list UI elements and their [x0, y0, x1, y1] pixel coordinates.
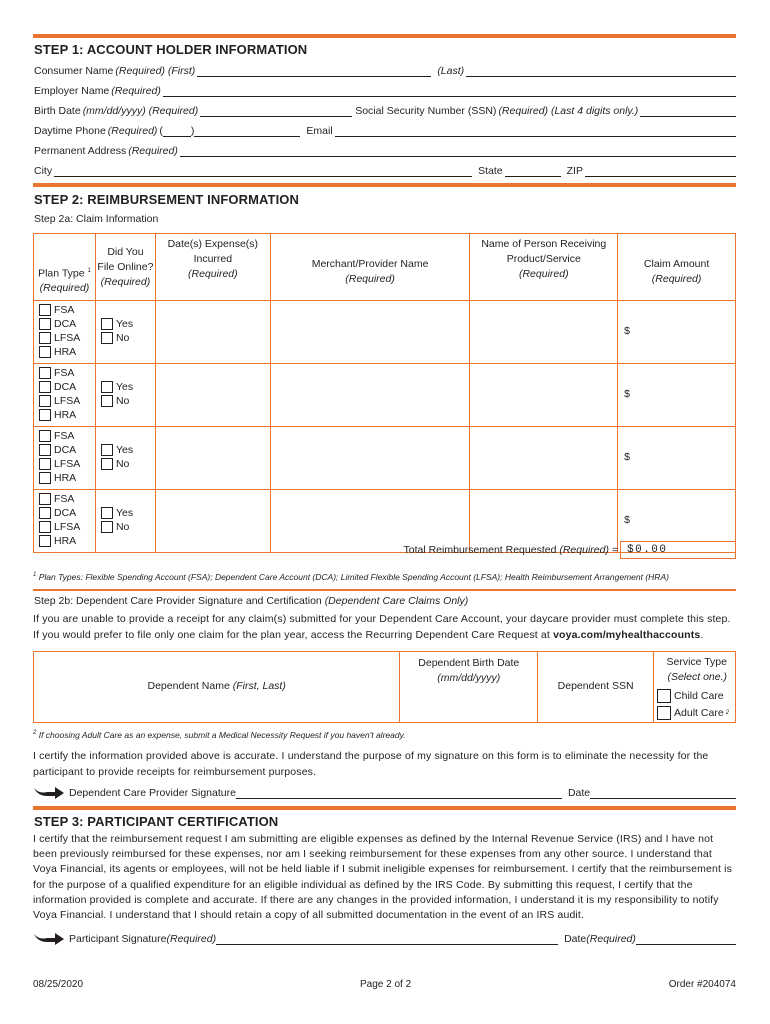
person-cell[interactable] — [470, 301, 618, 364]
step2b-title — [34, 595, 468, 607]
last-name-field[interactable] — [466, 66, 736, 77]
plan-fsa-checkbox[interactable] — [39, 367, 51, 379]
plan-footnote — [33, 572, 669, 582]
step3-paragraph: I certify that the reimbursement request I am submitting are eligible expenses as defined by the Internal Revenue Service (IRS) and I have not been previously reimbursed for these expenses, nor am I seeking reimbursement for these expenses from any other source. I understand that Voya Financial, its agents or employees, will not be held liable if I submit ineligible expenses for reimbursement. I certify that the reimbursement is for the purpose of a qualified expenditure for an eligible individual as defined by the IRS Code. By submitting this request, I certify that the information provided is complete and accurate. If there are any changes in the provided information, I understand it is my responsibility to notify Voya Financial. I understand that I should retain a copy of all submitted documentation in the event of an IRS audit. — [33, 833, 733, 922]
plan-type-required: (Required) — [39, 282, 90, 294]
total-amount-field[interactable]: $0.00 — [620, 541, 736, 559]
plan-lfsa-checkbox[interactable] — [39, 521, 51, 533]
step2b-rule — [33, 589, 736, 591]
plan-hra-label: HRA — [54, 535, 77, 547]
dollar-sign: $ — [624, 514, 631, 526]
dollar-sign: $ — [624, 388, 631, 400]
dates-line2: Incurred — [193, 253, 233, 265]
plan-dca-checkbox[interactable] — [39, 381, 51, 393]
amount-cell[interactable] — [618, 427, 736, 490]
file-online-cell — [95, 427, 155, 490]
total-label-wrap — [404, 544, 619, 556]
claims-table — [33, 233, 736, 553]
provider-signature-row — [33, 783, 736, 799]
para-period: . — [700, 628, 704, 641]
footnote-1-marker: 1 — [33, 572, 37, 579]
plan-fsa-checkbox[interactable] — [39, 304, 51, 316]
plan-fsa-label: FSA — [54, 493, 75, 505]
step2b-paragraph — [33, 612, 736, 643]
adult-care-sup: 2 — [725, 709, 729, 716]
plan-lfsa-label: LFSA — [54, 521, 81, 533]
dates-cell[interactable] — [155, 427, 270, 490]
plan-type-header — [34, 234, 96, 301]
no-checkbox[interactable] — [101, 521, 113, 533]
plan-dca-checkbox[interactable] — [39, 318, 51, 330]
dates-header — [155, 234, 270, 301]
no-label: No — [115, 332, 130, 344]
address-hint: (Required) — [128, 145, 178, 157]
email-field[interactable] — [335, 126, 736, 137]
person-line1: Name of Person Receiving — [481, 238, 607, 250]
participant-date-field[interactable] — [636, 934, 736, 945]
person-header — [470, 234, 618, 301]
person-cell[interactable] — [470, 427, 618, 490]
plan-dca-label: DCA — [54, 318, 77, 330]
yes-label: Yes — [115, 318, 134, 330]
yes-checkbox[interactable] — [101, 444, 113, 456]
adult-care-footnote — [33, 730, 406, 740]
first-name-field[interactable] — [197, 66, 431, 77]
dependent-birth-cell[interactable] — [400, 652, 538, 723]
yes-label: Yes — [115, 381, 134, 393]
child-care-checkbox[interactable] — [657, 689, 671, 703]
amount-required: (Required) — [651, 273, 702, 285]
plan-hra-checkbox[interactable] — [39, 346, 51, 358]
file-online-header — [95, 234, 155, 301]
step2b-title-text: Step 2b: Dependent Care Provider Signature and Certification — [34, 595, 322, 607]
no-checkbox[interactable] — [101, 332, 113, 344]
file-online-line2: File Online? — [97, 260, 154, 273]
footer-date: 08/25/2020 — [33, 979, 84, 990]
dependent-name-label: Dependent Name — [147, 680, 230, 693]
plan-fsa-checkbox[interactable] — [39, 430, 51, 442]
participant-signature-field[interactable] — [216, 934, 558, 945]
merchant-cell[interactable] — [270, 364, 470, 427]
ssn-label: Social Security Number (SSN) — [355, 105, 497, 117]
zip-field[interactable] — [585, 166, 736, 177]
ssn-field[interactable] — [640, 106, 736, 117]
state-label: State — [478, 165, 503, 177]
merchant-label: Merchant/Provider Name — [311, 258, 429, 270]
person-line2: Product/Service — [506, 253, 581, 265]
city-field[interactable] — [54, 166, 472, 177]
address-row — [34, 143, 736, 157]
dependent-ssn-cell[interactable] — [538, 652, 654, 723]
dollar-sign: $ — [624, 451, 631, 463]
footer-order: Order #204074 — [668, 979, 736, 990]
plan-lfsa-label: LFSA — [54, 332, 81, 344]
birth-date-field[interactable] — [200, 106, 352, 117]
step2a-subtitle: Step 2a: Claim Information — [34, 213, 159, 225]
no-label: No — [115, 458, 130, 470]
service-type-hint: (Select one.) — [667, 670, 727, 683]
yes-checkbox[interactable] — [101, 507, 113, 519]
step3-rule — [33, 806, 736, 810]
consumer-name-hint: (Required) (First) — [115, 65, 196, 77]
plan-hra-label: HRA — [54, 472, 77, 484]
top-rule — [33, 34, 736, 38]
provider-signature-field[interactable] — [236, 788, 562, 799]
plan-fsa-label: FSA — [54, 367, 75, 379]
plan-type-label: Plan Type — [38, 267, 85, 279]
plan-hra-checkbox[interactable] — [39, 409, 51, 421]
person-required: (Required) — [518, 268, 569, 280]
adult-care-checkbox[interactable] — [657, 706, 671, 720]
arrow-icon — [33, 929, 65, 945]
claim-row — [34, 364, 736, 427]
no-label: No — [115, 395, 130, 407]
merchant-cell[interactable] — [270, 301, 470, 364]
consumer-name-row — [34, 63, 736, 77]
plan-type-cell — [34, 364, 96, 427]
total-row — [33, 541, 736, 559]
no-checkbox[interactable] — [101, 458, 113, 470]
employer-row — [34, 83, 736, 97]
plan-type-cell — [34, 301, 96, 364]
plan-dca-label: DCA — [54, 381, 77, 393]
dependent-header-row — [34, 652, 736, 688]
footer-page: Page 2 of 2 — [360, 979, 412, 990]
dollar-sign: $ — [624, 325, 631, 337]
step3-title: STEP 3: PARTICIPANT CERTIFICATION — [34, 814, 279, 829]
last-name-label: (Last) — [437, 65, 465, 77]
participant-signature-row — [33, 929, 736, 945]
email-label: Email — [306, 125, 333, 137]
certify-paragraph: I certify the information provided above is accurate. I understand the purpose of my signature on this form is to eliminate the necessity for the participant to provide receipts for reimbursement purposes. — [33, 750, 709, 778]
state-field[interactable] — [505, 166, 561, 177]
area-code-field[interactable] — [163, 126, 191, 137]
phone-hint: (Required) — [107, 125, 158, 137]
adult-care-label: Adult Care — [674, 706, 724, 719]
plan-dca-checkbox[interactable] — [39, 507, 51, 519]
plan-dca-checkbox[interactable] — [39, 444, 51, 456]
dates-line1: Date(s) Expense(s) — [167, 238, 259, 250]
claim-row — [34, 427, 736, 490]
total-required: (Required) = — [559, 544, 618, 556]
step2-rule — [33, 183, 736, 187]
address-label: Permanent Address — [34, 145, 127, 157]
dependent-table — [33, 651, 736, 723]
participant-date-label: Date — [564, 933, 587, 945]
amount-cell[interactable] — [618, 364, 736, 427]
phone-paren-close: ) — [190, 125, 195, 137]
plan-hra-label: HRA — [54, 346, 77, 358]
plan-dca-label: DCA — [54, 507, 77, 519]
file-online-required: (Required) — [100, 275, 151, 288]
voya-link[interactable]: voya.com/myhealthaccounts — [553, 628, 701, 641]
step1-title: STEP 1: ACCOUNT HOLDER INFORMATION — [34, 42, 308, 57]
footnote-2-marker: 2 — [33, 730, 37, 737]
no-label: No — [115, 521, 130, 533]
dates-required: (Required) — [188, 268, 238, 280]
plan-fsa-label: FSA — [54, 430, 75, 442]
service-type-options — [654, 688, 736, 723]
child-care-label: Child Care — [674, 689, 724, 702]
footnote-2-text: If choosing Adult Care as an expense, submit a Medical Necessity Request if you haven't already. — [38, 730, 406, 740]
yes-checkbox[interactable] — [101, 381, 113, 393]
plan-fsa-checkbox[interactable] — [39, 493, 51, 505]
provider-date-label: Date — [567, 787, 591, 799]
plan-lfsa-checkbox[interactable] — [39, 458, 51, 470]
plan-lfsa-checkbox[interactable] — [39, 395, 51, 407]
step2b-title-italic: (Dependent Care Claims Only) — [324, 595, 469, 607]
service-type-header — [654, 652, 736, 688]
no-checkbox[interactable] — [101, 395, 113, 407]
yes-label: Yes — [115, 507, 134, 519]
plan-fsa-label: FSA — [54, 304, 75, 316]
participant-signature-label: Participant Signature — [69, 933, 167, 945]
amount-cell[interactable] — [618, 301, 736, 364]
employer-field[interactable] — [163, 86, 736, 97]
claims-header-row — [34, 234, 736, 301]
phone-label: Daytime Phone — [34, 125, 106, 137]
address-field[interactable] — [180, 146, 736, 157]
phone-field[interactable] — [194, 126, 300, 137]
dates-cell[interactable] — [155, 301, 270, 364]
dependent-name-cell[interactable] — [34, 652, 400, 723]
plan-lfsa-label: LFSA — [54, 395, 81, 407]
merchant-header — [270, 234, 470, 301]
amount-header — [618, 234, 736, 301]
footnote-1-text: Plan Types: Flexible Spending Account (FSA); Dependent Care Account (DCA); Limited Flexible Spending Account (LFSA); Health Reimbursement Arrangement (HRA) — [38, 572, 669, 582]
plan-lfsa-checkbox[interactable] — [39, 332, 51, 344]
phone-paren-open: ( — [159, 125, 163, 137]
provider-date-field[interactable] — [590, 788, 736, 799]
employer-hint: (Required) — [111, 85, 161, 97]
total-label: Total Reimbursement Requested — [403, 544, 557, 556]
step2-title: STEP 2: REIMBURSEMENT INFORMATION — [34, 192, 299, 207]
amount-label: Claim Amount — [643, 258, 710, 270]
service-type-label: Service Type — [666, 655, 727, 668]
ssn-hint: (Required) (Last 4 digits only.) — [498, 105, 639, 117]
yes-label: Yes — [115, 444, 134, 456]
dates-cell[interactable] — [155, 364, 270, 427]
phone-email-row — [34, 123, 736, 137]
plan-hra-label: HRA — [54, 409, 77, 421]
claim-row — [34, 301, 736, 364]
dependent-name-hint: (First, Last) — [232, 680, 286, 693]
city-row — [34, 163, 736, 177]
consumer-name-label: Consumer Name — [34, 65, 114, 77]
merchant-required: (Required) — [345, 273, 395, 285]
file-online-cell — [95, 364, 155, 427]
birth-date-hint: (mm/dd/yyyy) (Required) — [82, 105, 199, 117]
plan-dca-label: DCA — [54, 444, 77, 456]
plan-lfsa-label: LFSA — [54, 458, 81, 470]
city-label: City — [34, 165, 53, 177]
provider-signature-label: Dependent Care Provider Signature — [69, 787, 236, 799]
participant-signature-hint: (Required) — [166, 933, 217, 945]
yes-checkbox[interactable] — [101, 318, 113, 330]
file-online-line1: Did You — [107, 245, 144, 258]
birth-date-label: Birth Date — [34, 105, 81, 117]
merchant-cell[interactable] — [270, 427, 470, 490]
step2b-para-text: If you are unable to provide a receipt for any claim(s) submitted for your Dependent Care Account, your daycare provider must complete this step. If you would prefer to file only one claim for the plan year, access the Recurring Dependent Care Request at — [33, 613, 731, 641]
birth-ssn-row — [34, 103, 736, 117]
arrow-icon — [33, 783, 65, 799]
birth-date-col-hint: (mm/dd/yyyy) — [437, 672, 501, 684]
employer-label: Employer Name — [34, 85, 110, 97]
person-cell[interactable] — [470, 364, 618, 427]
file-online-cell — [95, 301, 155, 364]
plan-type-sup: 1 — [87, 267, 91, 274]
birth-date-col-label: Dependent Birth Date — [418, 657, 520, 669]
plan-type-cell — [34, 427, 96, 490]
zip-label: ZIP — [566, 165, 583, 177]
dependent-ssn-label: Dependent SSN — [557, 680, 634, 693]
plan-hra-checkbox[interactable] — [39, 472, 51, 484]
participant-date-hint: (Required) — [586, 933, 636, 945]
